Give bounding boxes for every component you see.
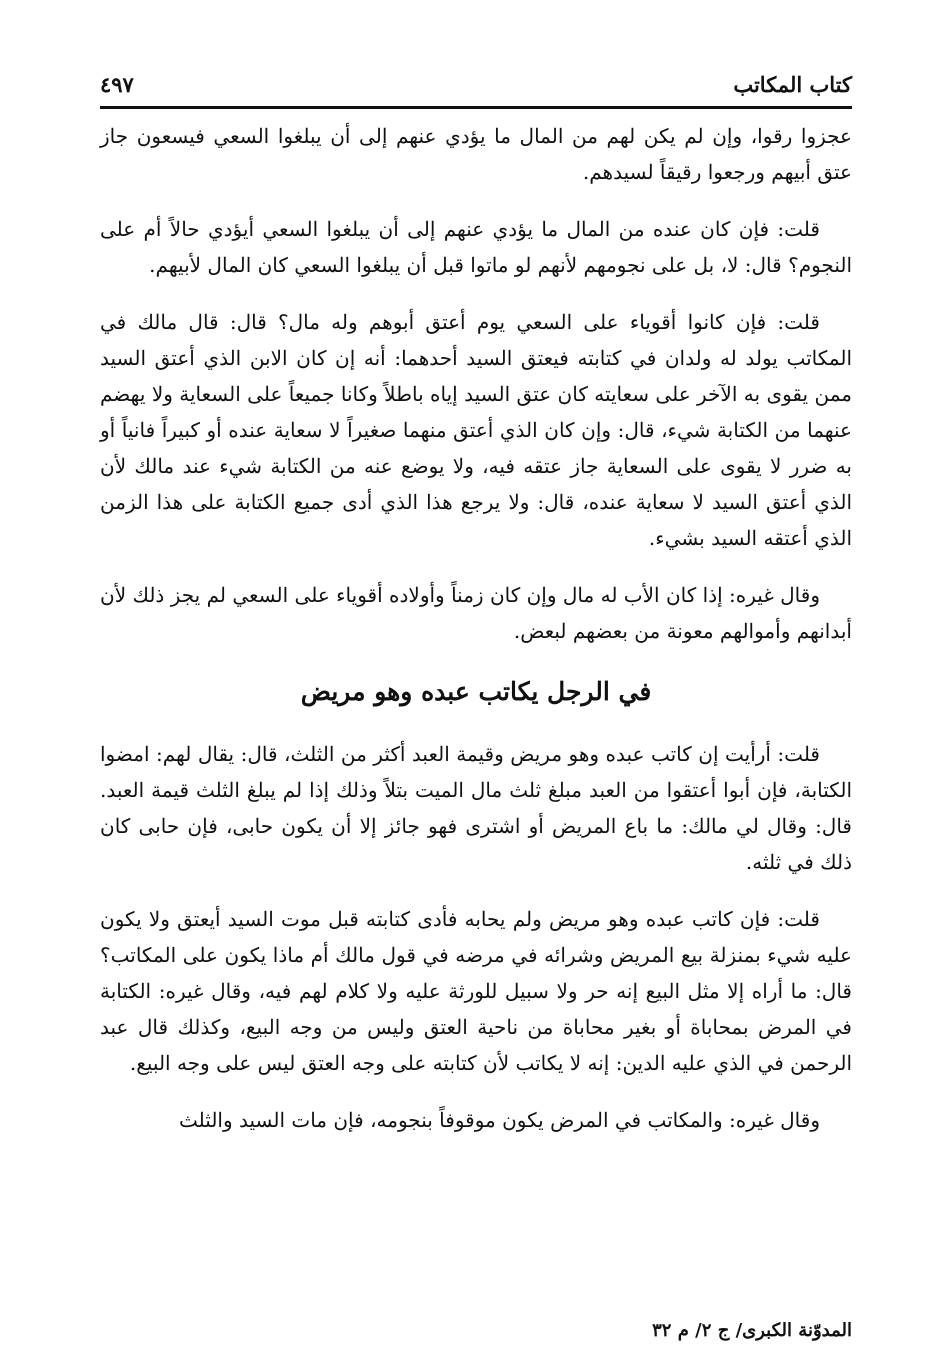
body-text	[100, 118, 852, 1159]
paragraph-question-payment: قلت: فإن كان عنده من المال ما يؤدي عنهم إلى أن يبلغوا السعي أيؤدي حالاً أم على النجوم؟ قال: لا، بل على نجومهم لأنهم لو ماتوا قبل أن يبلغوا السعي كان المال لأبيهم.	[100, 217, 852, 277]
paragraph-sick-contract: قلت: أرأيت إن كاتب عبده وهو مريض وقيمة العبد أكثر من الثلث، قال: يقال لهم: امضوا الكتابة، فإن أبوا أعتقوا من العبد مبلغ ثلث مال الميت بتلاً وذلك إذا لم يبلغ الثلث قيمة العبد. قال: وقال لي مالك: ما باع المريض أو اشترى فهو جائز إلا أن يكون حابى، فإن حابى كان ذلك في ثلثه.	[100, 742, 852, 874]
section-heading: في الرجل يكاتب عبده وهو مريض	[300, 677, 652, 706]
paragraph-sick-no-favor: قلت: فإن كاتب عبده وهو مريض ولم يحابه فأدى كتابته قبل موت السيد أيعتق ولا يكون عليه شيء بمنزلة بيع المريض وشرائه في مرضه في قول مالك أم ماذا يكون على المكاتب؟ قال: ما أراه إلا مثل البيع إنه حر ولا سبيل للورثة عليه ولا كلام لهم فيه، وقال غيره: الكتابة في المرض بمحاباة أو بغير محاباة من ناحية العتق وليس من وجه البيع، وكذلك قال عبد الرحمن في الذي عليه الدين: إنه لا يكاتب لأن كتابته على وجه العتق ليس على وجه البيع.	[100, 907, 852, 1075]
paragraph-other-opinion-sick: وقال غيره: والمكاتب في المرض يكون موقوفاً بنجومه، فإن مات السيد والثلث	[179, 1108, 820, 1132]
footer-signature: المدوّنة الكبرى/ ج ٢/ م ٣٢	[652, 1320, 852, 1341]
book-page	[100, 0, 852, 1362]
page-number: ٤٩٧	[100, 72, 134, 97]
running-header	[100, 66, 852, 109]
paragraph-question-sons: قلت: فإن كانوا أقوياء على السعي يوم أعتق أبوهم وله مال؟ قال: قال مالك في المكاتب يولد له ولدان في كتابته فيعتق السيد أحدهما: أنه إن كان الابن الذي أعتق السيد ممن يقوى به الآخر على سعايته كان عتق السيد إياه باطلاً وكانا جميعاً على السعاية ولا يهضم عنهما من الكتابة شيء، قال: وإن كان الذي أعتق منهما صغيراً لا سعاية عنده أو كبيراً فانياً أو به ضرر لا يقوى على السعاية جاز عتقه فيه، ولا يوضع عنه من الكتابة شيء عند مالك لأن الذي أعتق السيد لا سعاية عنده، قال: ولا يرجع هذا الذي أدى جميع الكتابة على هذا الزمن الذي أعتقه السيد بشيء.	[100, 310, 852, 550]
paragraph-other-opinion: وقال غيره: إذا كان الأب له مال وإن كان زمناً وأولاده أقوياء على السعي لم يجز ذلك لأن أبدانهم وأموالهم معونة من بعضهم لبعض.	[100, 583, 852, 643]
running-header-title: كتاب المكاتب	[733, 72, 852, 97]
paragraph-continuation: عجزوا رقوا، وإن لم يكن لهم من المال ما يؤدي عنهم إلى أن يبلغوا السعي فيسعون جاز عتق أبيهم ورجعوا رقيقاً لسيدهم.	[100, 124, 852, 184]
